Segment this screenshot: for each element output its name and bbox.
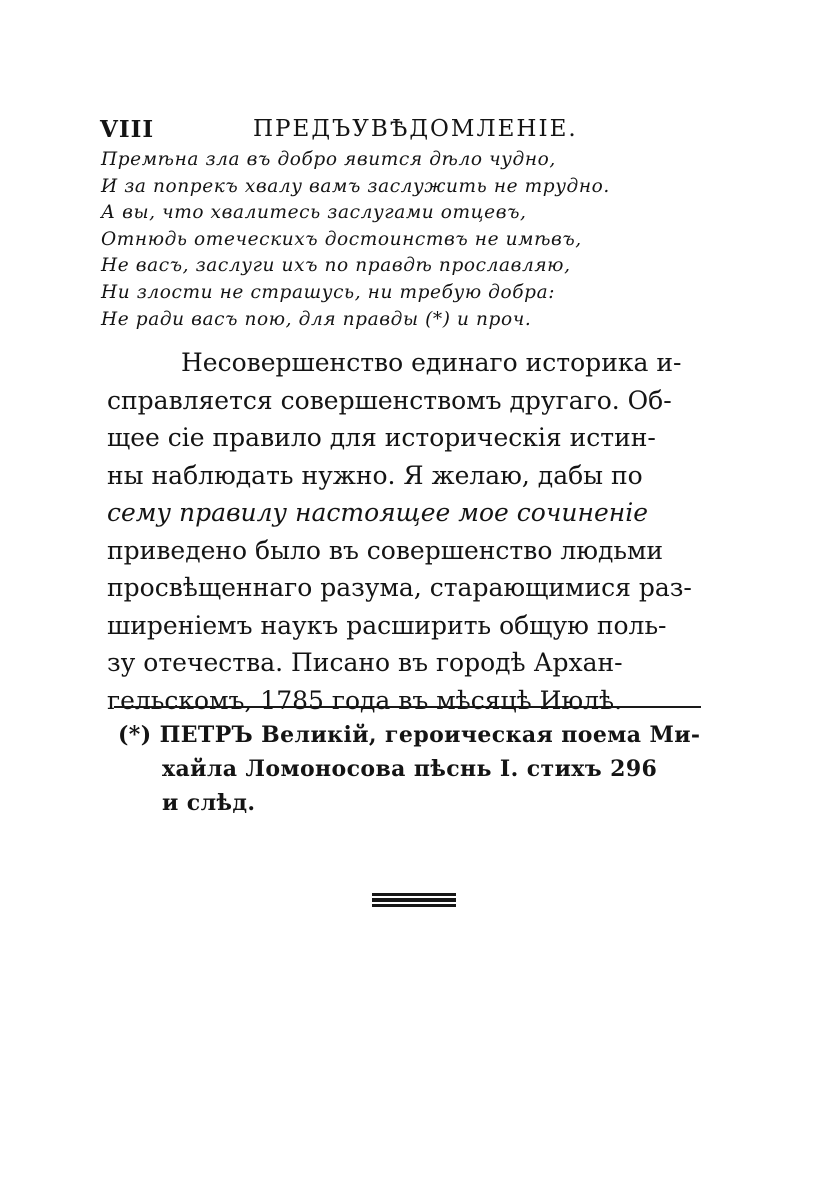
footnote-line: (*) ПЕТРЪ Великій, героическая поема Ми- xyxy=(118,722,701,748)
verse-line: Ни злости не страшусь, ни требую добра: xyxy=(101,281,556,303)
verse-line: А вы, что хвалитесь заслугами отцевъ, xyxy=(101,202,527,224)
footnote-line: хайла Ломоносова пѣснь I. стихъ 296 xyxy=(162,756,658,782)
paragraph-line: приведено было въ совершенство людьми xyxy=(107,535,664,565)
page-header xyxy=(100,116,725,150)
paragraph-line: справляется совершенствомъ другаго. Об- xyxy=(107,385,672,415)
paragraph-line: щее сіе правило для историческія истин- xyxy=(107,423,656,452)
paragraph-line: ны наблюдать нужно. Я желаю, дабы по xyxy=(107,460,643,490)
verse-line: Премѣна зла въ добро явится дѣло чудно, xyxy=(101,149,556,170)
paragraph-line: зу отечества. Писано въ городѣ Архан- xyxy=(107,648,623,677)
verse-line: Отнюдь отеческихъ достоинствъ не имѣвъ, xyxy=(101,228,582,250)
end-ornament xyxy=(372,893,456,907)
footnote-divider xyxy=(114,706,701,708)
paragraph-line: сему правилу настоящее мое сочиненіе xyxy=(107,498,648,527)
paragraph-line: ширеніемъ наукъ расширить общую поль- xyxy=(107,610,667,640)
verse-line: Не ради васъ пою, для правды (*) и проч. xyxy=(101,308,532,330)
footnote-line: и слѣд. xyxy=(162,790,256,816)
verse-line: И за попрекъ хвалу вамъ заслужить не трудно. xyxy=(101,175,610,197)
verse-line: Не васъ, заслуги ихъ по правдѣ прославляю, xyxy=(101,255,571,277)
paragraph-line: Несовершенство единаго историка и- xyxy=(181,348,682,377)
paragraph-line: просвѣщеннаго разума, старающимися раз- xyxy=(107,573,692,602)
running-title: ПРЕДЪУВѢДОМЛЕНІЕ. xyxy=(253,116,578,142)
page-number: VIII xyxy=(100,116,155,143)
paragraph-line: гельскомъ, 1785 года въ мѣсяцѣ Июлѣ. xyxy=(107,685,623,715)
verse-quotation xyxy=(101,147,731,333)
